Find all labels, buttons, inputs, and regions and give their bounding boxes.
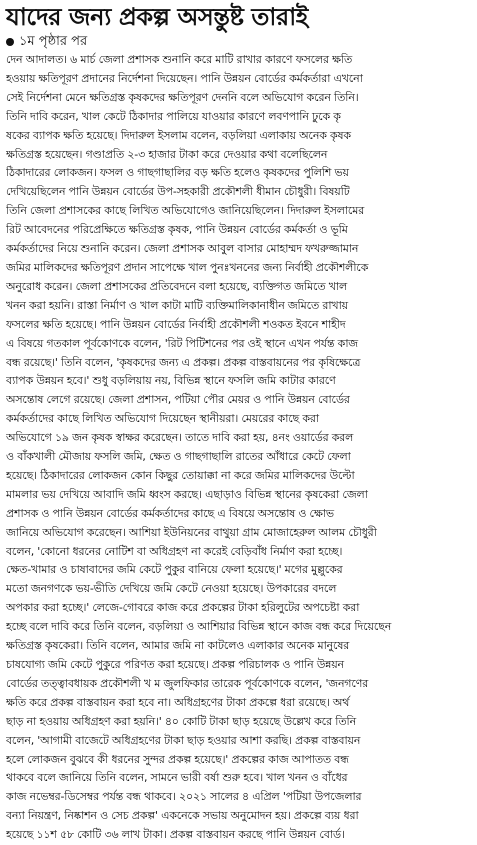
article-line: বোর্ডের তত্ত্বাবধায়ক প্রকৌশলী খ ম জুলফিকার তারেক পূর্বকোণকে বলেন, 'জনগণের [6, 676, 369, 690]
article-line: মতো জনগণকে ভয়-ভীতি দেখিয়ে জমি কেটে নেওয়া হয়েছে। উপকারের বদলে [6, 582, 337, 596]
article-line: মামলার ভয় দেখিয়ে আবাদি জমি ধ্বংস করছে। এছাড়াও বিভিন্ন স্থানের কৃষকেরা জেলা [6, 487, 368, 501]
article-line: জমির মালিকদের ক্ষতিপূরণ প্রদান সাপেক্ষে খাল পুনঃখননের জন্য নির্বাহী প্রকৌশলীকে [6, 260, 369, 274]
article-line: ষকের ব্যাপক ক্ষতি হয়েছে। দিদারুল ইসলাম বলেন, বড়লিয়া এলাকায় অনেক কৃষক [6, 128, 351, 142]
article-line: ঠিকাদারের লোকজন। ফসল ও গাছগাছালির বড় ক্ষতি হলেও কৃষকদের পুলিশি ভয় [6, 166, 349, 180]
article-line: তিনি জেলা প্রশাসকের কাছে লিখিত অভিযোগেও জানিয়েছিলেন। দিদারুল ইসলামের [6, 204, 365, 218]
article-line: চাষযোগ্য জমি কেটে পুকুরে পরিণত করা হয়েছে। প্রকল্প পরিচালক ও পানি উন্নয়ন [6, 658, 344, 671]
article-line: বন্যা নিয়ন্ত্রণ, নিষ্কাশন ও সেচ প্রকল্প' একনেকে সভায় অনুমোদন হয়। প্রকল্পে ব্যয় ধরা [6, 809, 359, 823]
article-line: সেই নির্দেশনা মেনে ক্ষতিগ্রস্ত কৃষকদের ক্ষতিপূরণ দেননি বলে অভিযোগ করেন তিনি। [6, 90, 359, 104]
article-headline: যাদের জন্য প্রকল্প অসন্তুষ্ট তারাই [6, 3, 308, 31]
article-line: তিনি দাবি করেন, খাল কেটে ঠিকাদার পালিয়ে যাওয়ার কারণে লবণপানি ঢুকে কৃ [6, 109, 341, 123]
article-line: হওয়ায় ক্ষতিপূরণ প্রদানের নির্দেশনা দিয়েছেন। পানি উন্নয়ন বোর্ডের কর্মকর্তারা এখনো [6, 71, 363, 85]
article-line: হচ্ছে বলে দাবি করে তিনি বলেন, বড়লিয়া ও আশিয়ার বিভিন্ন স্থানে কাজ বন্ধ করে দিয়েছেন [6, 620, 392, 634]
article-line: থাকবে বলে জানিয়ে তিনি বলেন, সামনে ভারী বর্ষা শুরু হবে। খাল খনন ও বাঁধের [6, 771, 348, 785]
article-line: বন্ধ রয়েছে।' তিনি বলেন, 'কৃষকদের জন্য এ প্রকল্প। প্রকল্প বাস্তবায়নের পর কৃষিক্ষেত্রে [6, 355, 361, 369]
article-line: অসন্তোষ লেগে রয়েছে। জেলা প্রশাসন, পটিয়া পৌর মেয়র ও পানি উন্নয়ন বোর্ডের [6, 393, 350, 407]
article-line: দেখিয়েছিলেন পানি উন্নয়ন বোর্ডের উপ-সহকারী প্রকৌশলী ধীমান চৌধুরী। বিষয়টি [6, 185, 350, 199]
article-line: হলে লোকজন বুঝবে কী ধরনের সুন্দর প্রকল্প হয়েছে।' প্রকল্পের কাজ আপাতত বন্ধ [6, 752, 349, 766]
article-line: ছাড় না হওয়ায় অধিগ্রহণ করা হয়নি।' ৪০ কোটি টাকা ছাড় হয়েছে উল্লেখ করে তিনি [6, 714, 356, 728]
article-line: এ বিষয়ে গতকাল পূর্বকোণকে বলেন, 'রিট পিটিশনের পর ওই স্থানে এখন পর্যন্ত কাজ [6, 336, 358, 350]
article-line: রিট আবেদনের পরিপ্রেক্ষিতে ক্ষতিগ্রস্ত কৃষক, পানি উন্নয়ন বোর্ডের কর্মকর্তা ও ভূমি [6, 223, 348, 237]
continuation-marker [6, 33, 471, 50]
article-line: প্রশাসক ও পানি উন্নয়ন বোর্ডের কর্মকর্তাদের কাছে এ বিষয়ে অসন্তোষ ও ক্ষোভ [6, 506, 334, 520]
article-line: অভিযোগে ১৯ জন কৃষক স্বাক্ষর করেছেন। তাতে দাবি করা হয়, ৪নং ওয়ার্ডের করল [6, 431, 354, 445]
article-line: ও বাঁকখালী মৌজায় ফসলি জমি, ক্ষেত ও গাছগাছালি রাতের আঁধারে কেটে ফেলা [6, 450, 351, 464]
article-line: ক্ষতিগ্রস্ত হয়েছেন। গণ্ডাপ্রতি ২-৩ হাজার টাকা করে দেওয়ার কথা বলেছিলেন [6, 147, 328, 161]
article-line: ক্ষেত-খামার ও চাষাবাদের জমি কেটে পুকুর বানিয়ে ফেলা হয়েছে।' মগের মুল্লুকের [6, 563, 343, 577]
article-line: ক্ষতি করে প্রকল্প বাস্তবায়ন করা হবে না। অধিগ্রহণের টাকা প্রকল্পে ধরা রয়েছে। অর্থ [6, 695, 350, 709]
article-line: হয়েছে। ঠিকাদারের লোকজন কোন কিছুর তোয়াক্কা না করে জমির মালিকদের উল্টো [6, 468, 355, 482]
article-line: কর্মকর্তাদের নিয়ে শুনানি করেন। জেলা প্রশাসক আবুল বাসার মোহাম্মদ ফখরুজ্জামান [6, 242, 359, 256]
article-line: দেন আদালত। ৬ মার্চ জেলা প্রশাসক শুনানি করে মাটি রাখার কারণে ফসলের ক্ষতি [6, 53, 353, 66]
article-line: হয়েছে ১১শ ৫৮ কোটি ৩৬ লাখ টাকা। প্রকল্প বাস্তবায়ন করছে পানি উন্নয়ন বোর্ড। [6, 828, 345, 842]
article-body [6, 51, 471, 845]
article-line: জানিয়ে অভিযোগ করেছেন। আশিয়া ইউনিয়নের বাথুয়া গ্রাম মোজাহেরুল আলম চৌধুরী [6, 525, 377, 539]
continuation-label: ১ম পৃষ্ঠার পর [19, 34, 88, 49]
bullet-icon [6, 38, 14, 46]
article-line: বলেন, 'আগামী বাজেটে অধিগ্রহণের টাকা ছাড় হওয়ার আশা করছি। প্রকল্প বাস্তবায়ন [6, 733, 361, 747]
article-line: বলেন, 'কোনো ধরনের নোটিশ বা অধিগ্রহণ না করেই বেড়িবাঁধ নির্মাণ করা হচ্ছে। [6, 544, 343, 558]
article-line: অপকার করা হচ্ছে।' লেজে-গোবরে কাজ করে প্রকল্পের টাকা হরিলুটের অপচেষ্টা করা [6, 601, 360, 615]
article-line: ক্ষতিগ্রস্ত কৃষকেরা। তিনি বলেন, আমার জমি না কাটলেও এলাকার অনেক মানুষের [6, 639, 350, 653]
article-line: ফসলের ক্ষতি হয়েছে। পানি উন্নয়ন বোর্ডের নির্বাহী প্রকৌশলী শওকত ইবনে শাহীদ [6, 317, 346, 331]
article-line: অনুরোধ করেন। জেলা প্রশাসকের প্রতিবেদনে বলা হয়েছে, ব্যক্তিগত জমিতে খাল [6, 279, 347, 293]
article-line: কাজ নভেম্বর-ডিসেম্বর পর্যন্ত বন্ধ থাকবে। ২০২১ সালের ৪ এপ্রিল 'পটিয়া উপজেলার [6, 790, 362, 804]
article-line: কর্মকর্তাদের কাছে লিখিত অভিযোগ দিয়েছেন স্থানীয়রা। মেয়রের কাছে করা [6, 412, 319, 426]
article-line: খনন করা হয়নি। রাস্তা নির্মাণ ও খাল কাটা মাটি ব্যক্তিমালিকানাধীন জমিতে রাখায় [6, 298, 348, 312]
article-line: ব্যাপক উন্নয়ন হবে।' শুধু বড়লিয়ায় নয়, বিভিন্ন স্থানে ফসলি জমি কাটার কারণে [6, 374, 336, 388]
